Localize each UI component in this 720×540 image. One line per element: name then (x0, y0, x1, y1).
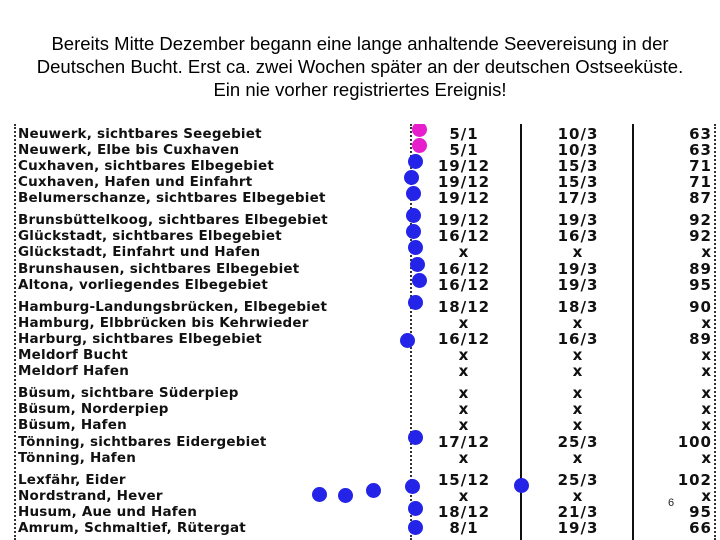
place-cell: Glückstadt, Einfahrt und Hafen (18, 244, 261, 260)
place-cell: Büsum, sichtbare Süderpiep (18, 385, 239, 401)
ice-end-cell: 15/3 (557, 173, 599, 191)
marker-dot (412, 138, 427, 153)
table-row (0, 347, 720, 363)
ice-end-cell: x (572, 243, 584, 261)
marker-dot (338, 488, 353, 503)
ice-start-cell: x (458, 243, 470, 261)
ice-start-cell: x (458, 487, 470, 505)
ice-end-cell: x (572, 400, 584, 418)
ice-end-cell: 21/3 (557, 503, 599, 521)
ice-days-cell: 89 (689, 260, 712, 278)
ice-start-cell: 16/12 (437, 330, 491, 348)
ice-end-cell: 15/3 (557, 157, 599, 175)
ice-end-cell: x (572, 449, 584, 467)
ice-end-cell: 25/3 (557, 433, 599, 451)
table-row (0, 126, 720, 142)
ice-days-cell: 95 (689, 276, 712, 294)
place-cell: Tönning, Hafen (18, 450, 137, 466)
ice-days-cell: x (701, 243, 712, 261)
ice-end-cell: 19/3 (557, 260, 599, 278)
table-row (0, 385, 720, 401)
ice-start-cell: x (458, 384, 470, 402)
marker-dot (404, 170, 419, 185)
ice-start-cell: 17/12 (437, 433, 491, 451)
ice-days-cell: 63 (689, 141, 712, 159)
place-cell: Cuxhaven, Hafen und Einfahrt (18, 174, 253, 190)
slide-heading (0, 32, 720, 101)
place-cell: Brunsbüttelkoog, sichtbares Elbegebiet (18, 212, 328, 228)
ice-days-cell: x (701, 416, 712, 434)
ice-start-cell: 16/12 (437, 227, 491, 245)
ice-start-cell: 19/12 (437, 211, 491, 229)
marker-dot (514, 478, 529, 493)
ice-days-cell: 90 (689, 298, 712, 316)
place-cell: Altona, vorliegendes Elbegebiet (18, 277, 269, 293)
table-row (0, 244, 720, 260)
ice-start-cell: 19/12 (437, 189, 491, 207)
ice-end-cell: x (572, 487, 584, 505)
ice-days-cell: x (701, 314, 712, 332)
ice-days-cell: x (701, 487, 712, 505)
table-row (0, 299, 720, 315)
place-cell: Lexfähr, Eider (18, 472, 126, 488)
table-row (0, 401, 720, 417)
ice-days-cell: x (701, 346, 712, 364)
ice-days-cell: 71 (689, 157, 712, 175)
heading-line-2: Deutschen Bucht. Erst ca. zwei Wochen später an der deutschen Ostseeküste. (36, 56, 684, 77)
ice-start-cell: x (458, 362, 470, 380)
place-cell: Cuxhaven, sichtbares Elbegebiet (18, 158, 274, 174)
place-cell: Hamburg, Elbbrücken bis Kehrwieder (18, 315, 309, 331)
marker-dot (400, 333, 415, 348)
ice-start-cell: x (458, 314, 470, 332)
table-row (0, 277, 720, 293)
ice-days-cell: 95 (689, 503, 712, 521)
ice-days-cell: x (701, 384, 712, 402)
table-row (0, 158, 720, 174)
marker-dot (408, 501, 423, 516)
ice-start-cell: 16/12 (437, 276, 491, 294)
place-cell: Büsum, Norderpiep (18, 401, 169, 417)
marker-dot (406, 208, 421, 223)
ice-days-cell: 100 (677, 433, 712, 451)
place-cell: Husum, Aue und Hafen (18, 504, 197, 520)
place-cell: Hamburg-Landungsbrücken, Elbegebiet (18, 299, 328, 315)
marker-dot (408, 240, 423, 255)
ice-days-cell: x (701, 400, 712, 418)
place-cell: Brunshausen, sichtbares Elbegebiet (18, 261, 300, 277)
ice-days-cell: 66 (689, 519, 712, 537)
marker-dot (408, 295, 423, 310)
ice-end-cell: x (572, 314, 584, 332)
marker-dot (408, 430, 423, 445)
ice-start-cell: 16/12 (437, 260, 491, 278)
place-cell: Meldorf Bucht (18, 347, 128, 363)
place-cell: Tönning, sichtbares Eidergebiet (18, 434, 267, 450)
ice-days-cell: 71 (689, 173, 712, 191)
place-cell: Harburg, sichtbares Elbegebiet (18, 331, 262, 347)
marker-dot (366, 483, 381, 498)
table-row (0, 261, 720, 277)
ice-start-cell: 8/1 (449, 519, 479, 537)
marker-dot (412, 273, 427, 288)
ice-end-cell: 19/3 (557, 211, 599, 229)
place-cell: Büsum, Hafen (18, 417, 127, 433)
table-row (0, 212, 720, 228)
ice-end-cell: 16/3 (557, 227, 599, 245)
place-cell: Neuwerk, Elbe bis Cuxhaven (18, 142, 240, 158)
ice-start-cell: 15/12 (437, 471, 491, 489)
ice-start-cell: 5/1 (449, 141, 479, 159)
table-row (0, 520, 720, 536)
heading-line-1: Bereits Mitte Dezember begann eine lange anhaltende Seevereisung in der (51, 33, 669, 54)
ice-start-cell: x (458, 400, 470, 418)
ice-days-cell: 92 (689, 211, 712, 229)
ice-start-cell: 5/1 (449, 125, 479, 143)
marker-dot (408, 154, 423, 169)
ice-days-cell: 92 (689, 227, 712, 245)
ice-days-cell: x (701, 449, 712, 467)
marker-dot (406, 186, 421, 201)
ice-end-cell: 17/3 (557, 189, 599, 207)
ice-end-cell: x (572, 362, 584, 380)
ice-start-cell: x (458, 416, 470, 434)
place-cell: Glückstadt, sichtbares Elbegebiet (18, 228, 282, 244)
ice-end-cell: x (572, 416, 584, 434)
place-cell: Meldorf Hafen (18, 363, 130, 379)
ice-days-cell: 63 (689, 125, 712, 143)
table-row (0, 363, 720, 379)
ice-end-cell: x (572, 346, 584, 364)
ice-end-cell: 10/3 (557, 125, 599, 143)
marker-dot (312, 487, 327, 502)
table-row (0, 434, 720, 450)
ice-end-cell: 19/3 (557, 519, 599, 537)
table-row (0, 488, 720, 504)
table-row (0, 450, 720, 466)
ice-days-cell: 89 (689, 330, 712, 348)
ice-end-cell: x (572, 384, 584, 402)
place-cell: Belumerschanze, sichtbares Elbegebiet (18, 190, 326, 206)
table-row (0, 228, 720, 244)
table-row (0, 331, 720, 347)
page-number: 6 (668, 497, 675, 509)
table-row (0, 472, 720, 488)
marker-dot (410, 257, 425, 272)
ice-days-cell: 87 (689, 189, 712, 207)
ice-days-cell: x (701, 362, 712, 380)
table-row (0, 417, 720, 433)
ice-start-cell: x (458, 449, 470, 467)
heading-line-3: Ein nie vorher registriertes Ereignis! (213, 79, 507, 100)
table-row (0, 174, 720, 190)
ice-days-cell: 102 (677, 471, 712, 489)
place-cell: Neuwerk, sichtbares Seegebiet (18, 126, 262, 142)
ice-end-cell: 16/3 (557, 330, 599, 348)
ice-start-cell: 18/12 (437, 503, 491, 521)
ice-start-cell: 18/12 (437, 298, 491, 316)
table-row (0, 142, 720, 158)
table-row (0, 190, 720, 206)
marker-dot (406, 224, 421, 239)
place-cell: Nordstrand, Hever (18, 488, 163, 504)
ice-end-cell: 18/3 (557, 298, 599, 316)
ice-end-cell: 19/3 (557, 276, 599, 294)
ice-end-cell: 10/3 (557, 141, 599, 159)
table-row (0, 504, 720, 520)
ice-start-cell: x (458, 346, 470, 364)
ice-start-cell: 19/12 (437, 157, 491, 175)
ice-start-cell: 19/12 (437, 173, 491, 191)
place-cell: Amrum, Schmaltief, Rütergat (18, 520, 246, 536)
table-row (0, 315, 720, 331)
ice-table (0, 124, 720, 540)
marker-dot (405, 479, 420, 494)
marker-dot (408, 520, 423, 535)
ice-end-cell: 25/3 (557, 471, 599, 489)
